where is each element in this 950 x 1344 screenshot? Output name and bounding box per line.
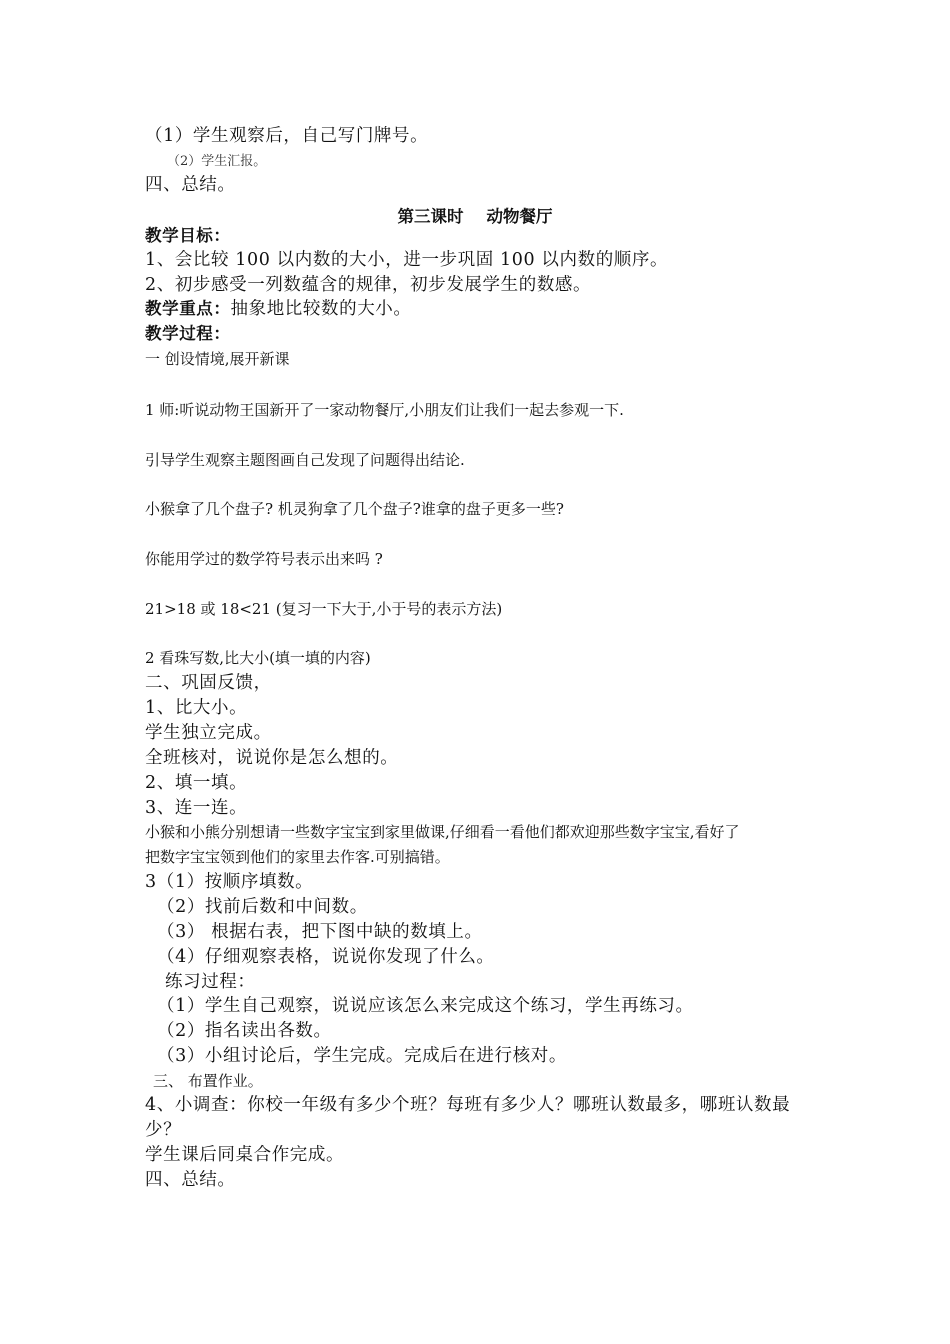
step-report-line: （2）学生汇报。	[167, 154, 267, 169]
exercise-3-item-1: 3（1）按顺序填数。	[145, 872, 314, 892]
practice-step-1: （1）学生自己观察，说说应该怎么来完成这个练习，学生再练习。	[157, 996, 694, 1016]
section-two-heading: 二、巩固反馈，	[145, 673, 272, 693]
comparison-example-line: 21>18 或 18<21 (复习一下大于,小于号的表示方法)	[145, 600, 503, 618]
focus-text: 抽象地比较数的大小。	[230, 299, 412, 319]
focus-line	[145, 301, 412, 319]
connect-description-2: 把数字宝宝领到他们的家里去作客.可别搞错。	[145, 848, 450, 866]
exercise-3-item-2: （2）找前后数和中间数。	[157, 897, 368, 917]
section-three-heading: 三、 布置作业。	[153, 1072, 263, 1090]
step-observe-line: （1）学生观察后，自己写门牌号。	[145, 126, 429, 146]
connect-description-1: 小猴和小熊分别想请一些数字宝宝到家里做课,仔细看一看他们都欢迎那些数字宝宝,看好了	[145, 823, 740, 841]
goals-heading: 教学目标：	[145, 226, 231, 245]
survey-line-2: 少？	[145, 1120, 182, 1140]
question-plates-line: 小猴拿了几个盘子? 机灵狗拿了几个盘子?谁拿的盘子更多一些?	[145, 500, 564, 518]
practice-step-2: （2）指名读出各数。	[157, 1021, 332, 1041]
question-symbol-line: 你能用学过的数学符号表示出来吗 ?	[145, 550, 383, 568]
survey-line-1: 4、小调查：你校一年级有多少个班？每班有多少人？哪班认数最多，哪班认数最	[145, 1095, 791, 1115]
practice-step-3: （3）小组讨论后，学生完成。完成后在进行核对。	[157, 1046, 567, 1066]
guide-observe-line: 引导学生观察主题图画自己发现了问题得出结论.	[145, 451, 465, 469]
exercise-3-item-4: （4）仔细观察表格，说说你发现了什么。	[157, 947, 495, 967]
survey-instruction: 学生课后同桌合作完成。	[145, 1145, 345, 1165]
goal-item-1: 1、会比较 100 以内数的大小，进一步巩固 100 以内数的顺序。	[145, 250, 669, 270]
process-heading: 教学过程：	[145, 324, 231, 343]
focus-label: 教学重点：	[145, 299, 231, 318]
exercise-3-item-3: （3） 根据右表，把下图中缺的数填上。	[157, 922, 483, 942]
goal-item-2: 2、初步感受一列数蕴含的规律，初步发展学生的数感。	[145, 275, 592, 295]
bead-numbers-line: 2 看珠写数,比大小(填一填的内容)	[145, 649, 371, 667]
teacher-intro-line: 1 师:听说动物王国新开了一家动物餐厅,小朋友们让我们一起去参观一下.	[145, 401, 624, 419]
final-summary-heading: 四、总结。	[145, 1170, 236, 1190]
exercise-connect: 3、连一连。	[145, 798, 248, 818]
section-one-heading: 一 创设情境,展开新课	[145, 350, 290, 368]
exercise-compare-step-1: 学生独立完成。	[145, 723, 272, 743]
exercise-fill: 2、填一填。	[145, 773, 248, 793]
summary-heading: 四、总结。	[145, 175, 236, 195]
exercise-compare: 1、比大小。	[145, 698, 248, 718]
lesson-title: 第三课时 动物餐厅	[397, 207, 553, 226]
practice-process-heading: 练习过程：	[165, 972, 256, 992]
exercise-compare-step-2: 全班核对，说说你是怎么想的。	[145, 748, 399, 768]
